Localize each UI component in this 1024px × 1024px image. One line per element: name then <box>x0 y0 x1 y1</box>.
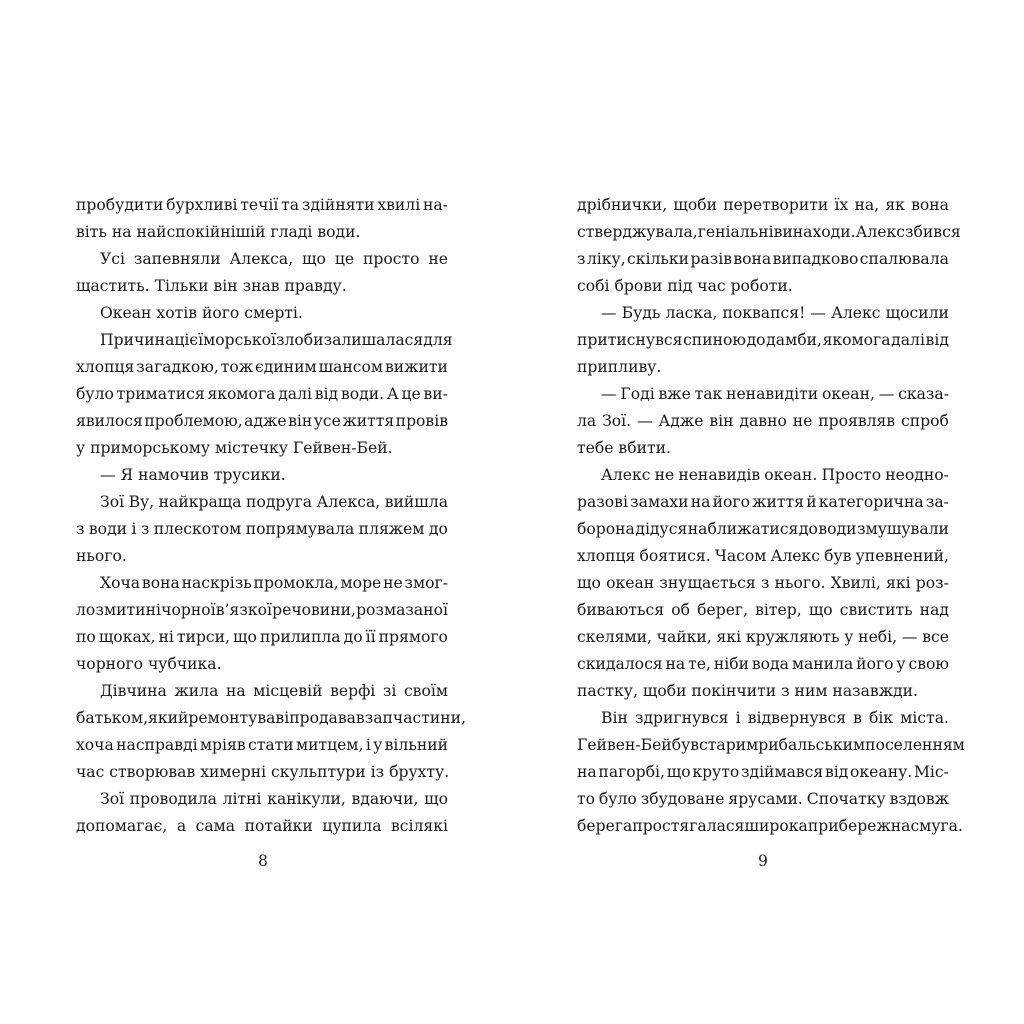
text-line: — Годі вже так ненавидіти океан, — сказа- <box>601 385 949 403</box>
paragraph <box>76 570 448 678</box>
text-line: чорного чубчика. <box>76 655 222 673</box>
text-line: Алекс не ненавидів океан. Просто неодно- <box>601 466 949 484</box>
right-page-number: 9 <box>758 852 768 870</box>
text-line: у приморському містечку Гейвен-Бей. <box>76 439 393 457</box>
paragraph <box>76 300 448 327</box>
text-line: пастку, щоби покінчити з ним назавжди. <box>577 682 918 700</box>
text-line: ло змити ні чорної в’язкої речовини, розмазаної <box>76 601 448 619</box>
text-line: Зої Ву, найкраща подруга Алекса, вийшла <box>100 493 448 511</box>
paragraph <box>76 327 453 462</box>
text-line: дрібнички, щоби перетворити їх на, як вона <box>577 196 949 214</box>
text-line: Океан хотів його смерті. <box>100 304 303 322</box>
text-line: стверджувала, геніальні винаходи. Алекс збився <box>577 223 961 241</box>
text-line: віть на найспокійнішій гладі води. <box>76 223 361 241</box>
text-line: борона дідуся наближатися до води змушували <box>577 520 949 538</box>
text-line: Зої проводила літні канікули, вдаючи, що <box>100 790 448 808</box>
text-line: Усі запевняли Алекса, що це просто не <box>100 250 448 268</box>
text-line: явилося проблемою, адже він усе життя провів <box>76 412 448 430</box>
text-line: на пагорбі, що круто здіймався від океану. Міс- <box>577 763 949 781</box>
paragraph <box>577 462 949 705</box>
text-line: хоча насправді мріяв стати митцем, і у вільний <box>76 736 448 754</box>
text-line: скидалося на те, ніби вода манила його у свою <box>577 655 949 673</box>
text-line: Причина цієї морської злоби залишалася для <box>100 331 453 349</box>
text-line: батьком, який ремонтував і продавав запчастини, <box>76 709 467 727</box>
text-line: Гейвен-Бей був старим рибальським поселенням <box>577 736 965 754</box>
text-line: берега простягалася широка прибережна смуга. <box>577 817 963 835</box>
text-line: було триматися якомога далі від води. А це ви- <box>76 385 448 403</box>
text-line: хлопця загадкою, тож єдиним шансом вижити <box>76 358 448 376</box>
text-line: — Будь ласка, поквапся! — Алекс щосили <box>601 304 949 322</box>
paragraph <box>577 381 949 462</box>
text-line: Хоча вона наскрізь промокла, море не змог- <box>100 574 448 592</box>
text-line: з ліку, скільки разів вона випадково спалювала <box>577 250 949 268</box>
left-page-number: 8 <box>258 852 268 870</box>
text-line: разові замахи на його життя й категорична за- <box>577 493 949 511</box>
text-line: тебе вбити. <box>577 439 671 457</box>
text-line: пробудити бурхливі течії та здійняти хвилі на- <box>76 196 448 214</box>
paragraph <box>76 246 448 300</box>
text-line: що океан знущається з нього. Хвилі, які роз- <box>577 574 949 592</box>
paragraph <box>577 300 949 381</box>
text-line: Дівчина жила на місцевій верфі зі своїм <box>100 682 448 700</box>
paragraph <box>76 678 467 786</box>
text-line: Він здригнувся і відвернувся в бік міста. <box>601 709 949 727</box>
left-page-text <box>76 192 467 840</box>
text-line: то було збудоване ярусами. Спочатку вздовж <box>577 790 949 808</box>
text-line: по щоках, ні тирси, що прилипла до її прямого <box>76 628 448 646</box>
text-line: ла Зої. — Адже він давно не проявляв спроб <box>577 412 949 430</box>
paragraph <box>76 489 448 570</box>
text-line: з води і з плескотом попрямувала пляжем до <box>76 520 448 538</box>
text-line: час створював химерні скульптури із брухту. <box>76 763 450 781</box>
text-line: припливу. <box>577 358 662 376</box>
text-line: притиснувся спиною до дамби, якомога далі від <box>577 331 949 349</box>
paragraph <box>577 705 965 840</box>
text-line: нього. <box>76 547 127 565</box>
paragraph <box>76 462 448 489</box>
text-line: скелями, чайки, які кружляють у небі, — все <box>577 628 949 646</box>
text-line: собі брови під час роботи. <box>577 277 793 295</box>
text-line: допомагає, а сама потайки цупила всілякі <box>76 817 448 835</box>
text-line: — Я намочив трусики. <box>100 466 286 484</box>
right-page-text <box>577 192 965 840</box>
paragraph <box>76 192 448 246</box>
text-line: хлопця боятися. Часом Алекс був упевнений, <box>577 547 949 565</box>
paragraph <box>577 192 961 300</box>
paragraph <box>76 786 448 840</box>
text-line: щастить. Тільки він знав правду. <box>76 277 347 295</box>
text-line: биваються об берег, вітер, що свистить над <box>577 601 949 619</box>
